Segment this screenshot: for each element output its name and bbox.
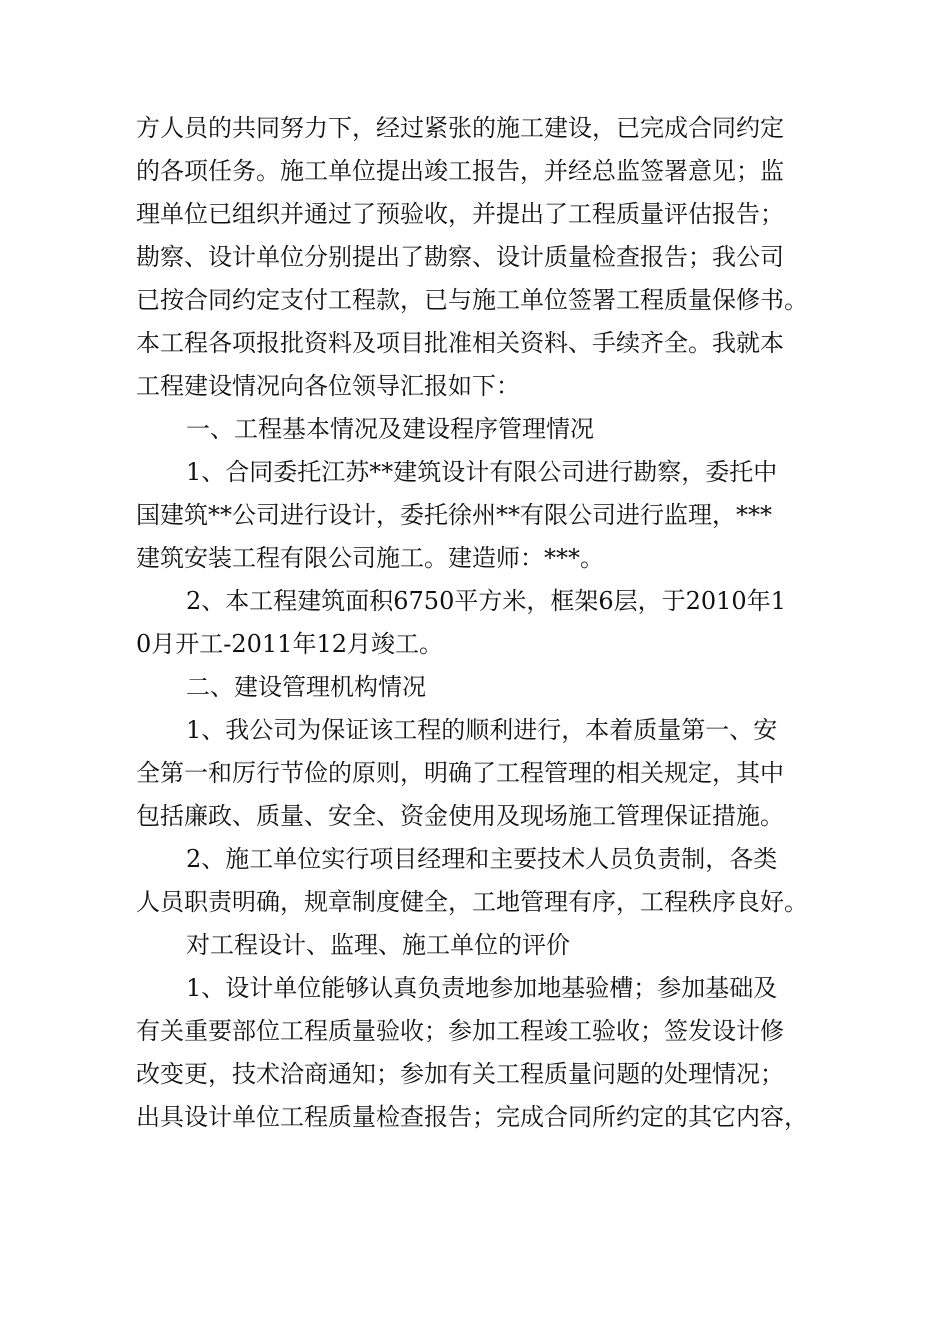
text-line: 工程建设情况向各位领导汇报如下： <box>136 372 520 400</box>
text-line: 二、建设管理机构情况 <box>186 673 426 701</box>
text-line: 有关重要部位工程质量验收；参加工程竣工验收；签发设计修 <box>136 1017 784 1045</box>
text-line: 已按合同约定支付工程款，已与施工单位签署工程质量保修书。 <box>136 286 808 314</box>
text-line: 全第一和厉行节俭的原则，明确了工程管理的相关规定，其中 <box>136 759 784 787</box>
text-line: 的各项任务。施工单位提出竣工报告，并经总监签署意见；监 <box>136 157 784 185</box>
text-line: 2、本工程建筑面积6750平方米，框架6层，于2010年1 <box>186 587 786 615</box>
text-line: 1、设计单位能够认真负责地参加地基验槽；参加基础及 <box>186 974 778 1002</box>
text-line: 理单位已组织并通过了预验收，并提出了工程质量评估报告； <box>136 200 784 228</box>
text-line: 改变更，技术洽商通知；参加有关工程质量问题的处理情况； <box>136 1060 784 1088</box>
text-line: 1、我公司为保证该工程的顺利进行，本着质量第一、安 <box>186 716 778 744</box>
text-line: 勘察、设计单位分别提出了勘察、设计质量检查报告；我公司 <box>136 243 784 271</box>
text-line: 本工程各项报批资料及项目批准相关资料、手续齐全。我就本 <box>136 329 784 357</box>
text-line: 0月开工-2011年12月竣工。 <box>136 630 443 658</box>
text-line: 包括廉政、质量、安全、资金使用及现场施工管理保证措施。 <box>136 802 784 830</box>
text-line: 1、合同委托江苏**建筑设计有限公司进行勘察，委托中 <box>186 458 778 486</box>
text-line: 2、施工单位实行项目经理和主要技术人员负责制，各类 <box>186 845 778 873</box>
text-line: 出具设计单位工程质量检查报告；完成合同所约定的其它内容， <box>136 1103 808 1131</box>
document-body <box>136 107 850 1139</box>
text-line: 建筑安装工程有限公司施工。建造师：***。 <box>136 544 604 572</box>
text-line: 方人员的共同努力下，经过紧张的施工建设，已完成合同约定 <box>136 114 784 142</box>
text-line: 对工程设计、监理、施工单位的评价 <box>186 931 570 959</box>
text-line: 人员职责明确，规章制度健全，工地管理有序，工程秩序良好。 <box>136 888 808 916</box>
text-line: 国建筑**公司进行设计，委托徐州**有限公司进行监理，*** <box>136 501 772 529</box>
text-line: 一、工程基本情况及建设程序管理情况 <box>186 415 594 443</box>
